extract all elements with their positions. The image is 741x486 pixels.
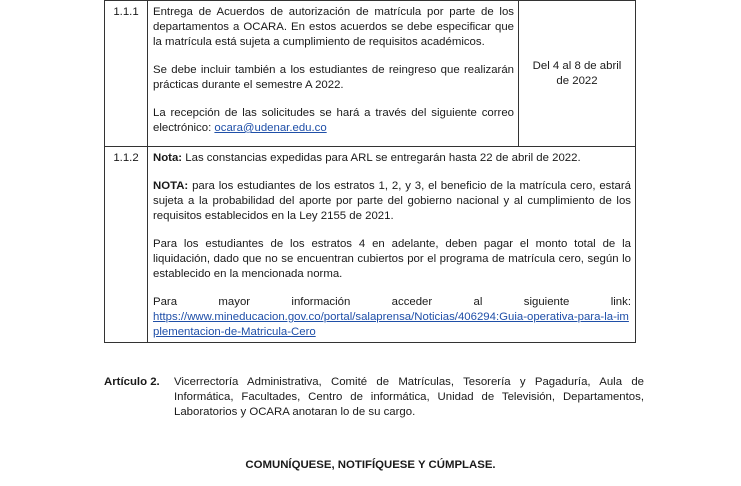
paragraph xyxy=(153,106,514,136)
paragraph: Para mayor información acceder al siguiente link: xyxy=(153,296,631,308)
row-description xyxy=(148,147,636,343)
paragraph xyxy=(153,151,631,166)
closing-statement: COMUNÍQUESE, NOTIFÍQUESE Y CÚMPLASE. xyxy=(245,459,496,471)
mineducacion-link[interactable]: https://www.mineducacion.gov.co/portal/salaprensa/Noticias/406294:Guia-operativa-para-la-implementacion-de-Matricula-Cero xyxy=(153,311,629,338)
article-2 xyxy=(104,375,644,420)
paragraph xyxy=(153,310,631,340)
article-label: Artículo 2. xyxy=(104,376,160,388)
article-text: Vicerrectoría Administrativa, Comité de Matrículas, Tesorería y Pagaduría, Aula de Informática, Facultades, Centro de informática, Unidad de Televisión, Departamentos, Laboratorios y OCARA anotaran lo de su cargo. xyxy=(174,376,644,418)
paragraph xyxy=(153,179,631,224)
note-label: NOTA: xyxy=(153,180,189,192)
row-description xyxy=(148,1,519,147)
table-row xyxy=(105,147,636,343)
row-number: 1.1.2 xyxy=(105,147,148,343)
paragraph-text: La recepción de las solicitudes se hará a través del siguiente correo electrónico: xyxy=(153,107,514,134)
paragraph: Entrega de Acuerdos de autorización de matrícula por parte de los departamentos a OCARA. En estos acuerdos se debe especificar que la matrícula está sujeta a cumplimiento de requisitos académicos. xyxy=(153,6,514,48)
activities-table xyxy=(104,0,636,343)
paragraph-text: para los estudiantes de los estratos 1, 2, y 3, el beneficio de la matrícula cero, estará sujeta a la probabilidad del aporte por parte del gobierno nacional y al cumplimiento de los requisitos establecidos en la Ley 2155 de 2021. xyxy=(153,180,631,222)
row-number: 1.1.1 xyxy=(105,1,148,147)
paragraph-text: Las constancias expedidas para ARL se entregarán hasta 22 de abril de 2022. xyxy=(182,152,581,164)
note-label: Nota: xyxy=(153,152,183,164)
table-row xyxy=(105,1,636,147)
row-date: Del 4 al 8 de abril de 2022 xyxy=(519,1,636,147)
email-link[interactable]: ocara@udenar.edu.co xyxy=(214,122,327,134)
paragraph: Para los estudiantes de los estratos 4 en adelante, deben pagar el monto total de la liquidación, dado que no se encuentran cubiertos por el programa de matrícula cero, según lo establecido en la mencionada norma. xyxy=(153,238,631,280)
paragraph: Se debe incluir también a los estudiantes de reingreso que realizarán prácticas durante el semestre A 2022. xyxy=(153,64,514,91)
